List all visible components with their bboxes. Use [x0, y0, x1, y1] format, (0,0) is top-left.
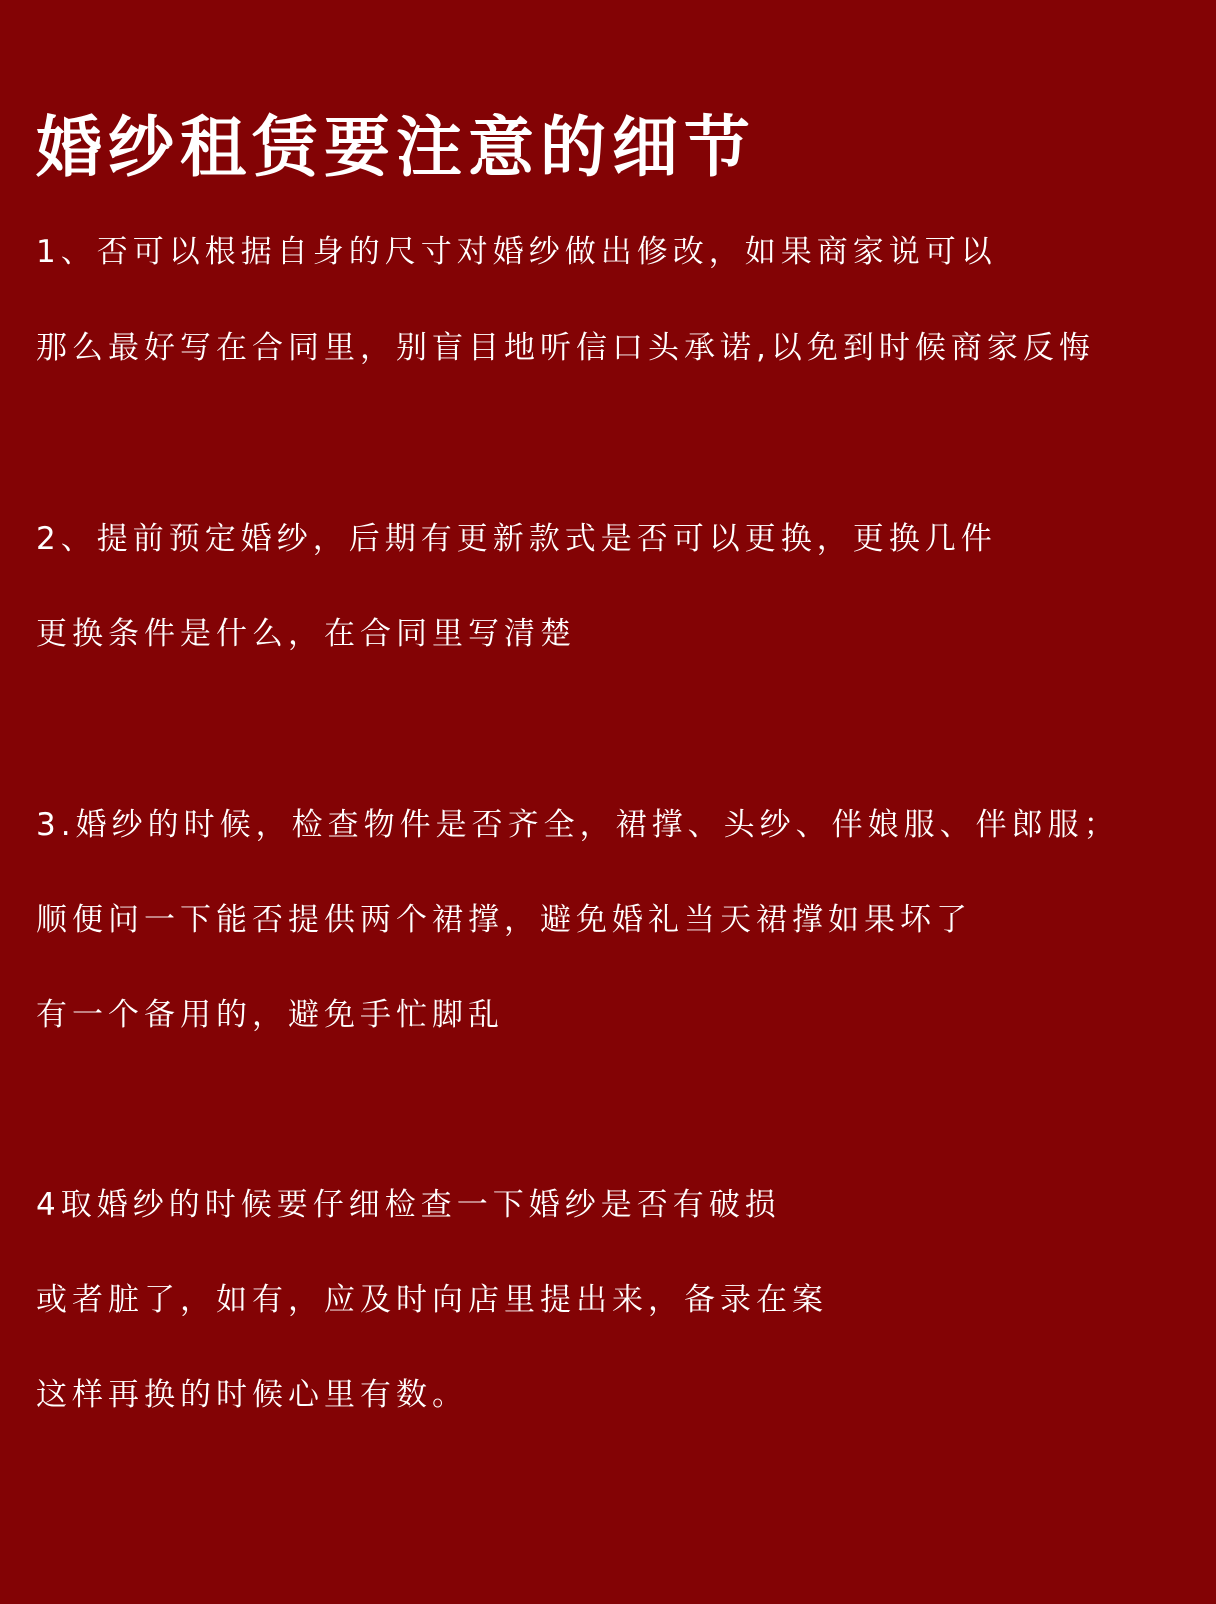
section-2-line-1: 2、提前预定婚纱，后期有更新款式是否可以更换，更换几件 [36, 521, 997, 557]
section-4-line-2: 或者脏了，如有，应及时向店里提出来，备录在案 [36, 1282, 828, 1318]
page-title: 婚纱租赁要注意的细节 [36, 109, 756, 186]
section-4-line-3: 这样再换的时候心里有数。 [36, 1377, 468, 1413]
section-4-line-1: 4取婚纱的时候要仔细检查一下婚纱是否有破损 [36, 1187, 781, 1223]
section-2-line-2: 更换条件是什么，在合同里写清楚 [36, 616, 576, 652]
section-3-line-1: 3.婚纱的时候，检查物件是否齐全，裙撑、头纱、伴娘服、伴郎服； [36, 807, 1120, 843]
section-3-line-2: 顺便问一下能否提供两个裙撑，避免婚礼当天裙撑如果坏了 [36, 902, 972, 938]
section-1-line-2: 那么最好写在合同里，别盲目地听信口头承诺,以免到时候商家反悔 [36, 330, 1095, 366]
section-1-line-1: 1、否可以根据自身的尺寸对婚纱做出修改，如果商家说可以 [36, 234, 997, 270]
section-3-line-3: 有一个备用的，避免手忙脚乱 [36, 997, 504, 1033]
